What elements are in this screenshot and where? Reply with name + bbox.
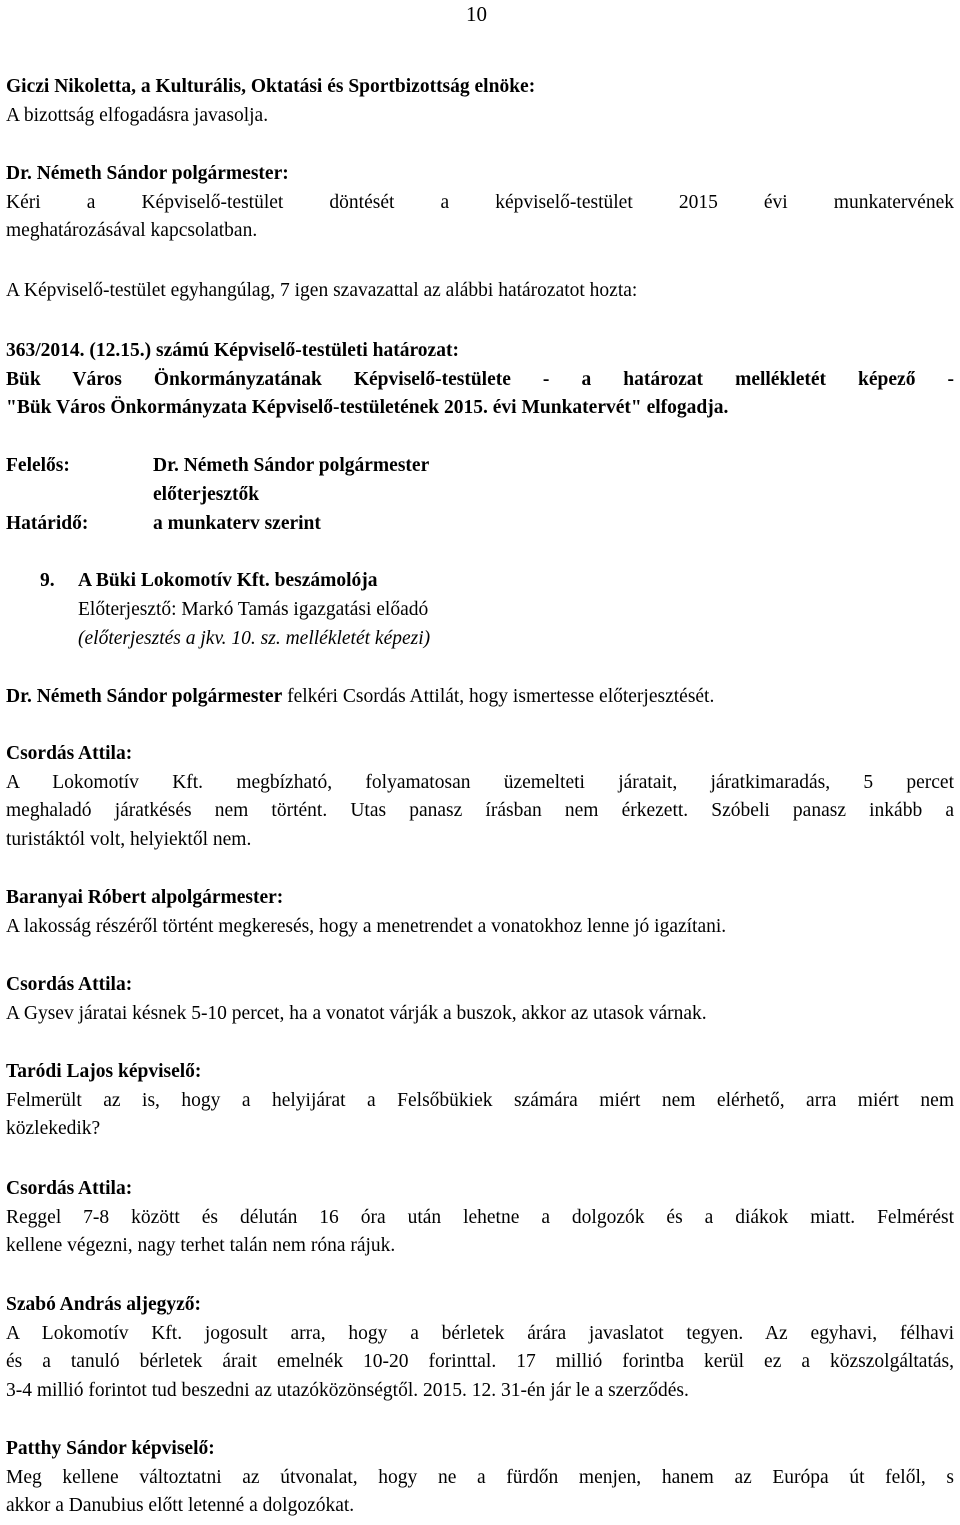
agenda-title: A Büki Lokomotív Kft. beszámolója — [78, 570, 378, 591]
agenda-presenter: Előterjesztő: Markó Tamás igazgatási előadó — [78, 599, 429, 620]
patthy-line-2: akkor a Danubius előtt letenné a dolgozókat. — [6, 1495, 355, 1517]
patthy-section — [6, 1435, 954, 1521]
speaker-baranyai: Baranyai Róbert alpolgármester: — [6, 887, 284, 908]
csordas-1-line-1: A Lokomotív Kft. megbízható, folyamatosan üzemelteti járatait, járatkimaradás, 5 percet — [6, 771, 954, 793]
felelos-value-1: Dr. Németh Sándor polgármester — [153, 455, 430, 476]
speaker-szabo: Szabó András aljegyző: — [6, 1294, 201, 1315]
patthy-line-1: Meg kellene változtatni az útvonalat, hogy ne a fürdőn menjen, hanem az Európa út felől, s — [6, 1466, 954, 1488]
tarodi-section — [6, 1058, 954, 1144]
csordas-2-text: A Gysev járatai késnek 5-10 percet, ha a vonatot várják a buszok, akkor az utasok várnak. — [6, 1002, 707, 1024]
tarodi-line-1: Felmerült az is, hogy a helyijárat a Felsőbükiek számára miért nem elérhető, arra miért nem — [6, 1089, 954, 1111]
szabo-line-2: és a tanuló bérletek árait emelnék 10-20 forinttal. 17 millió forintba kerül ez a közszolgáltatás, — [6, 1351, 954, 1373]
felelos-label: Felelős: — [6, 455, 70, 476]
csordas-section-1 — [6, 740, 954, 854]
baranyai-section — [6, 884, 954, 941]
nemeth-text-line-1: Kéri a Képviselő-testület döntését a képviselő-testület 2015 évi munkatervének — [6, 191, 954, 213]
agenda-number: 9. — [40, 570, 55, 591]
speaker-giczi: Giczi Nikoletta, a Kulturális, Oktatási és Sportbizottság elnöke: — [6, 76, 536, 97]
hatarido-value: a munkaterv szerint — [153, 513, 321, 534]
vote-statement — [6, 277, 954, 306]
speaker-tarodi: Taródi Lajos képviselő: — [6, 1061, 202, 1082]
page-number: 10 — [466, 2, 487, 26]
speaker-patthy: Patthy Sándor képviselő: — [6, 1438, 215, 1459]
agenda-attachment: (előterjesztés a jkv. 10. sz. mellékletét képezi) — [78, 628, 431, 649]
szabo-section — [6, 1291, 954, 1405]
resolution-line-2: "Bük Város Önkormányzata Képviselő-testületének 2015. évi Munkatervét" elfogadja. — [6, 397, 729, 419]
csordas-1-line-2: meghaladó járatkésés nem történt. Utas panasz írásban nem érkezett. Szóbeli panasz inkább a — [6, 800, 954, 822]
csordas-3-line-1: Reggel 7-8 között és délután 16 óra után lehetne a dolgozók és a diákok miatt. Felmérést — [6, 1206, 954, 1228]
hatarido-label: Határidő: — [6, 513, 89, 534]
tarodi-line-2: közlekedik? — [6, 1118, 101, 1140]
baranyai-text: A lakosság részéről történt megkeresés, hogy a menetrendet a vonatokhoz lenne jó igazítani. — [6, 915, 727, 937]
szabo-line-1: A Lokomotív Kft. jogosult arra, hogy a bérletek árára javaslatot tegyen. Az egyhavi, félhavi — [6, 1322, 954, 1344]
resolution-section — [6, 337, 954, 423]
vote-text: A Képviselő-testület egyhangúlag, 7 igen szavazattal az alábbi határozatot hozta: — [6, 280, 638, 301]
szabo-line-3: 3-4 millió forintot tud beszedni az utazóközönségtől. 2015. 12. 31-én jár le a szerződés. — [6, 1379, 689, 1401]
resolution-title: 363/2014. (12.15.) számú Képviselő-testületi határozat: — [6, 340, 459, 361]
nemeth-2-text: felkéri Csordás Attilát, hogy ismertesse előterjesztését. — [282, 686, 715, 707]
nemeth-section-2 — [6, 683, 954, 712]
csordas-3-line-2: kellene végezni, nagy terhet talán nem róna rájuk. — [6, 1235, 396, 1257]
speaker-csordas-3: Csordás Attila: — [6, 1178, 133, 1199]
speaker-csordas-2: Csordás Attila: — [6, 974, 133, 995]
speaker-csordas-1: Csordás Attila: — [6, 743, 133, 764]
csordas-section-2 — [6, 971, 954, 1028]
nemeth-section-1 — [6, 160, 954, 246]
giczi-section — [6, 73, 954, 130]
giczi-text: A bizottság elfogadásra javasolja. — [6, 104, 269, 126]
speaker-nemeth-2: Dr. Németh Sándor polgármester — [6, 686, 283, 707]
speaker-nemeth-1: Dr. Németh Sándor polgármester: — [6, 163, 289, 184]
csordas-1-line-3: turistáktól volt, helyiektől nem. — [6, 828, 252, 850]
felelos-value-2: előterjesztők — [153, 484, 260, 505]
nemeth-text-line-2: meghatározásával kapcsolatban. — [6, 220, 258, 242]
resolution-line-1: Bük Város Önkormányzatának Képviselő-testülete - a határozat mellékletét képező - — [6, 368, 954, 390]
csordas-section-3 — [6, 1175, 954, 1261]
